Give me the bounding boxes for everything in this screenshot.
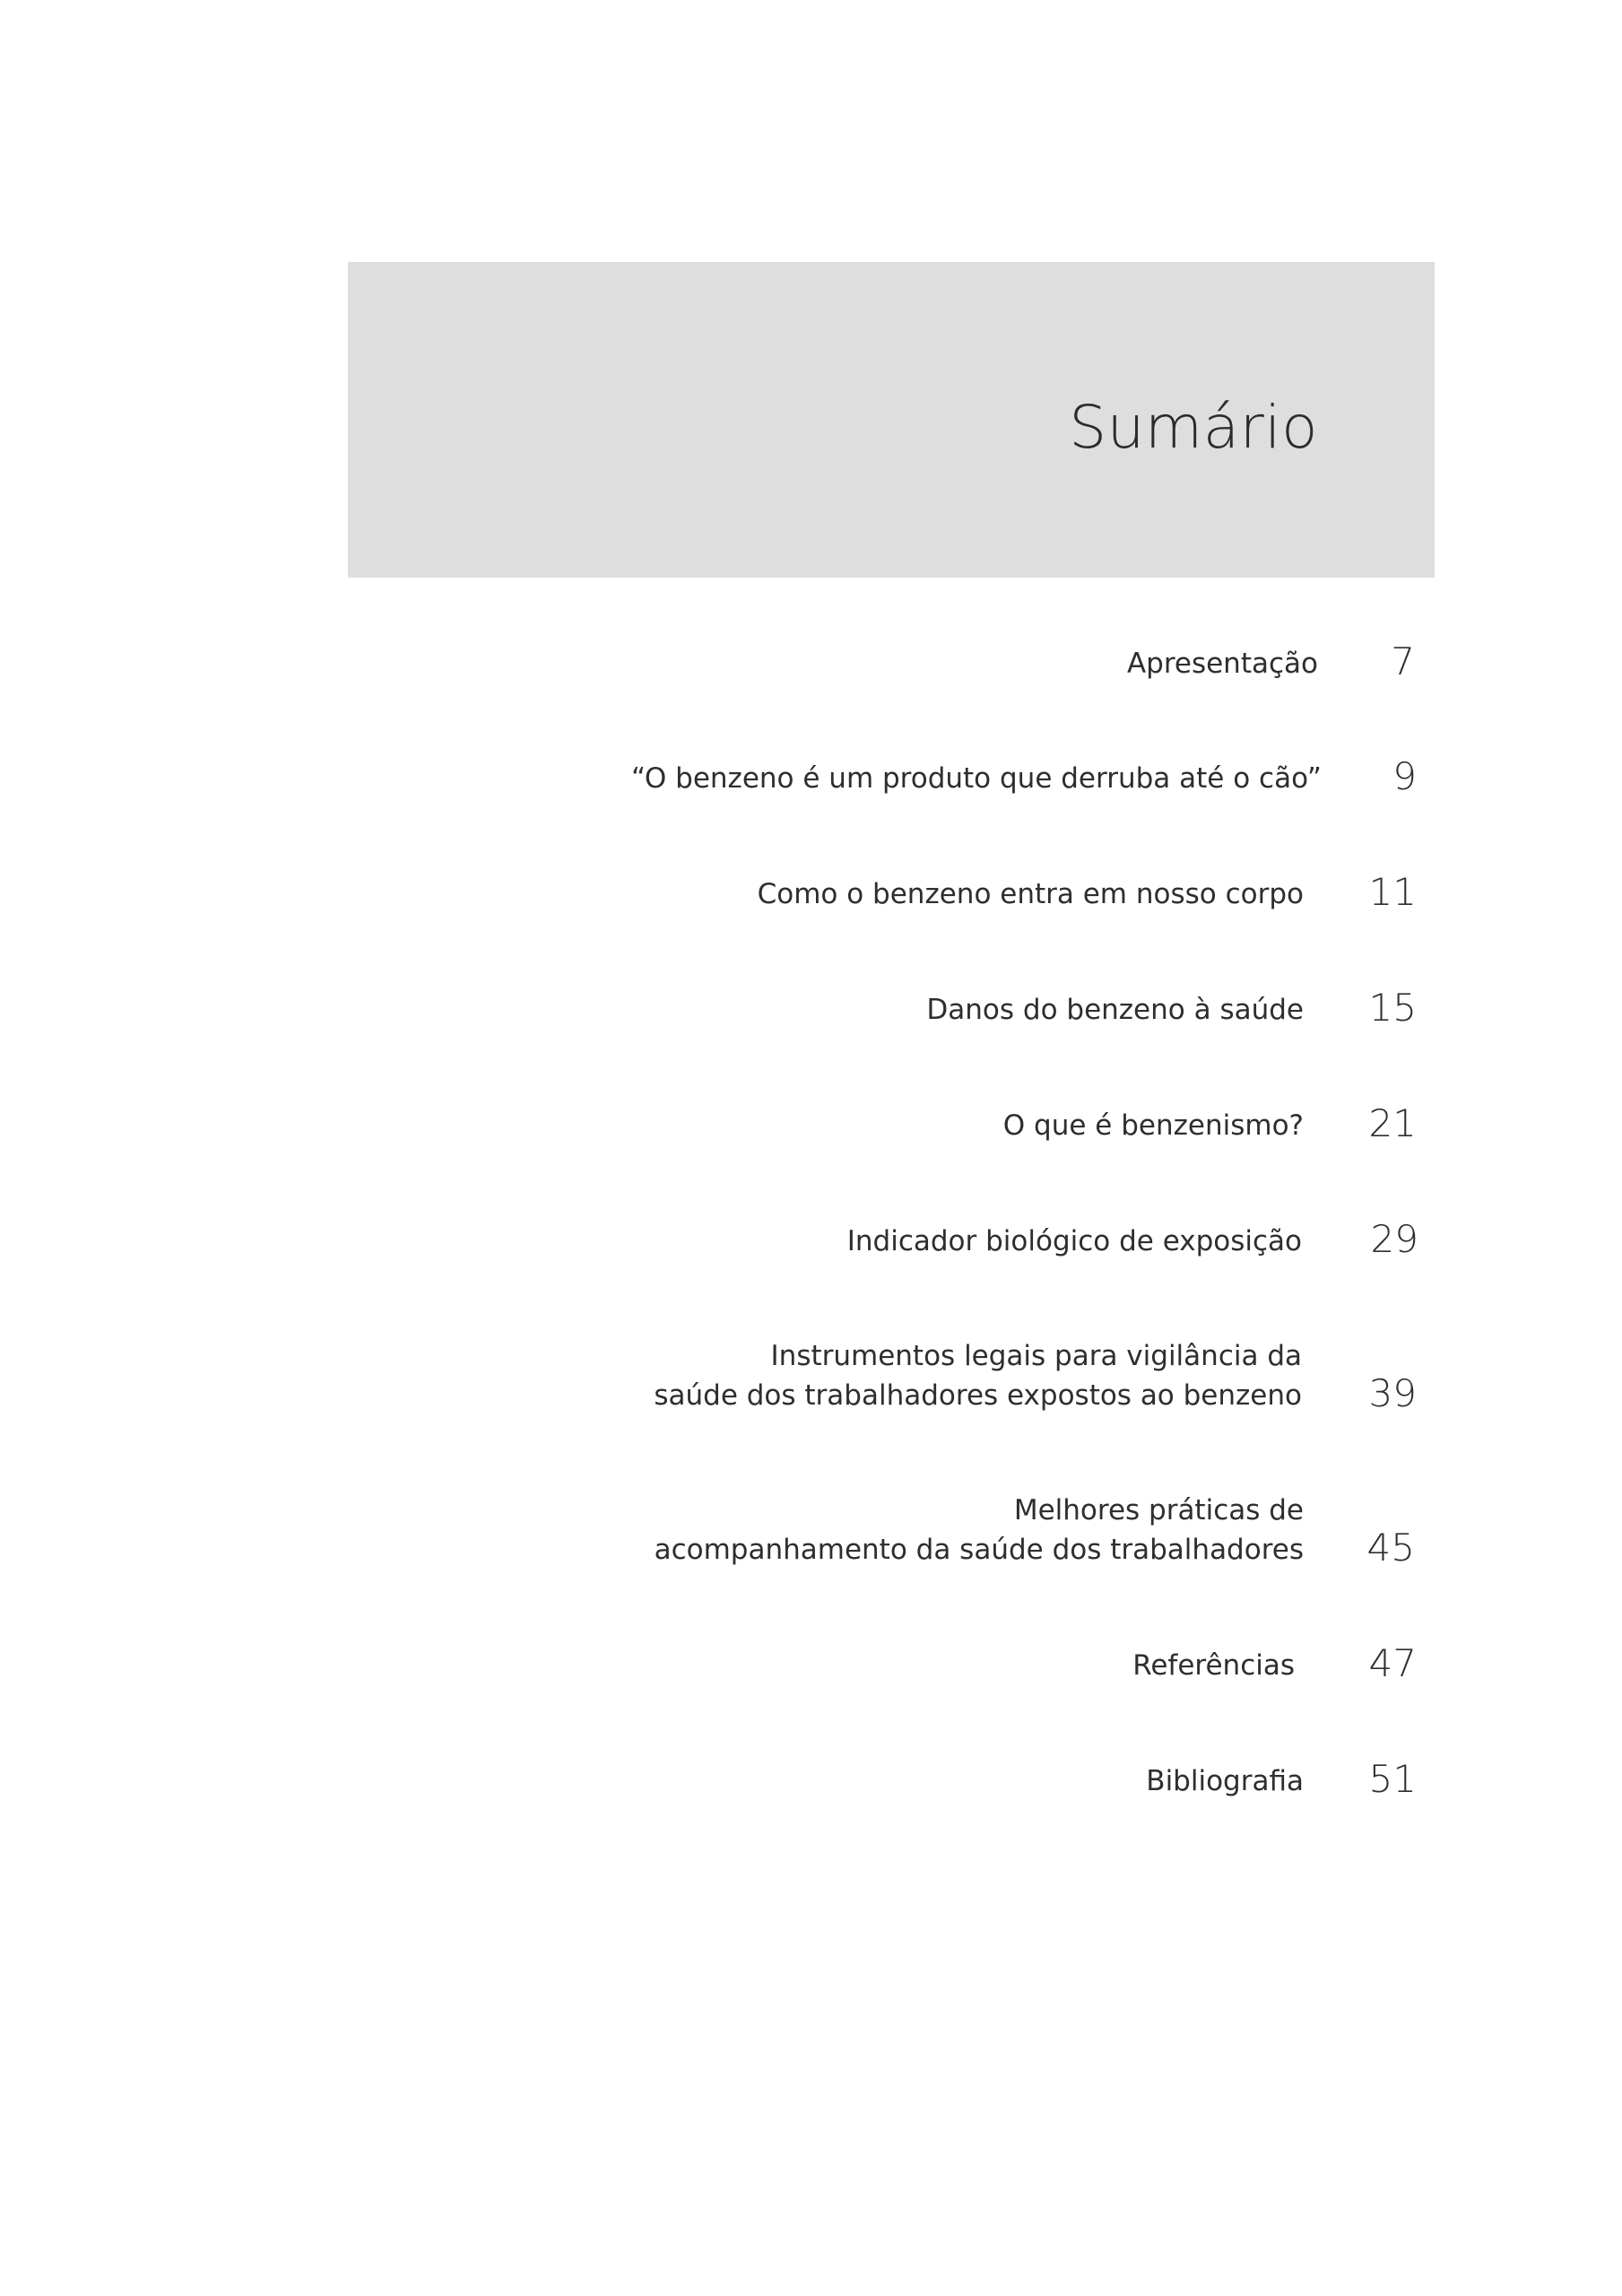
toc-entry-label: [1146, 1761, 1304, 1801]
toc-entry-label: [926, 990, 1304, 1030]
toc-entry-page-number: 45: [1366, 1526, 1415, 1570]
table-of-contents: [538, 0, 1435, 2296]
toc-entry-label-line: O que é benzenismo?: [1002, 1109, 1304, 1142]
toc-entry-benzenismo[interactable]: [538, 1101, 1435, 1145]
toc-entry-como-entra[interactable]: [538, 870, 1435, 914]
toc-entry-page-number: 39: [1368, 1371, 1417, 1415]
toc-entry-label-line: Danos do benzeno à saúde: [926, 994, 1304, 1026]
toc-entry-page-number: 21: [1368, 1101, 1417, 1145]
toc-entry-label-line: Indicador biológico de exposição: [846, 1225, 1302, 1257]
toc-entry-page-number: 15: [1368, 986, 1417, 1030]
toc-entry-label: [847, 1222, 1302, 1261]
toc-entry-instrumentos[interactable]: [538, 1336, 1435, 1415]
toc-entry-label-line: Como o benzeno entra em nosso corpo: [757, 878, 1304, 910]
toc-entry-melhores-praticas[interactable]: [538, 1491, 1435, 1570]
toc-entry-label-line: “O benzeno é um produto que derruba até o cão”: [630, 762, 1322, 795]
toc-entry-label: [1132, 1646, 1295, 1685]
toc-entry-label: [758, 874, 1304, 914]
toc-entry-page-number: 11: [1368, 870, 1417, 914]
toc-entry-page-number: 47: [1368, 1641, 1417, 1685]
toc-entry-label: [1127, 644, 1318, 683]
toc-entry-label: [655, 1491, 1304, 1570]
toc-entry-benzeno-cao[interactable]: [538, 754, 1435, 798]
toc-entry-referencias[interactable]: [538, 1641, 1435, 1685]
toc-entry-bibliografia[interactable]: [538, 1757, 1435, 1801]
toc-entry-page-number: 51: [1368, 1757, 1417, 1801]
toc-entry-label-line: Bibliografia: [1146, 1765, 1304, 1797]
toc-entry-label-line: Melhores práticas de: [1013, 1494, 1304, 1526]
toc-entry-label: [654, 1336, 1302, 1415]
toc-entry-page-number: 9: [1392, 754, 1417, 798]
toc-entry-danos[interactable]: [538, 986, 1435, 1030]
toc-entry-label: [631, 759, 1322, 798]
toc-entry-label-line: Instrumentos legais para vigilância da: [770, 1340, 1302, 1372]
toc-entry-page-number: 7: [1391, 639, 1415, 683]
toc-entry-label-line: acompanhamento da saúde dos trabalhadores: [654, 1534, 1304, 1566]
toc-entry-label: [1003, 1106, 1304, 1145]
toc-entry-indicador[interactable]: [538, 1217, 1435, 1261]
toc-entry-label-line: saúde dos trabalhadores expostos ao benzeno: [654, 1379, 1302, 1412]
toc-entry-apresentacao[interactable]: [538, 639, 1435, 683]
toc-entry-label-line: Apresentação: [1126, 648, 1318, 680]
page-title: Sumário: [1069, 393, 1318, 462]
toc-entry-label-line: Referências: [1132, 1649, 1295, 1682]
toc-entry-page-number: 29: [1370, 1217, 1418, 1261]
